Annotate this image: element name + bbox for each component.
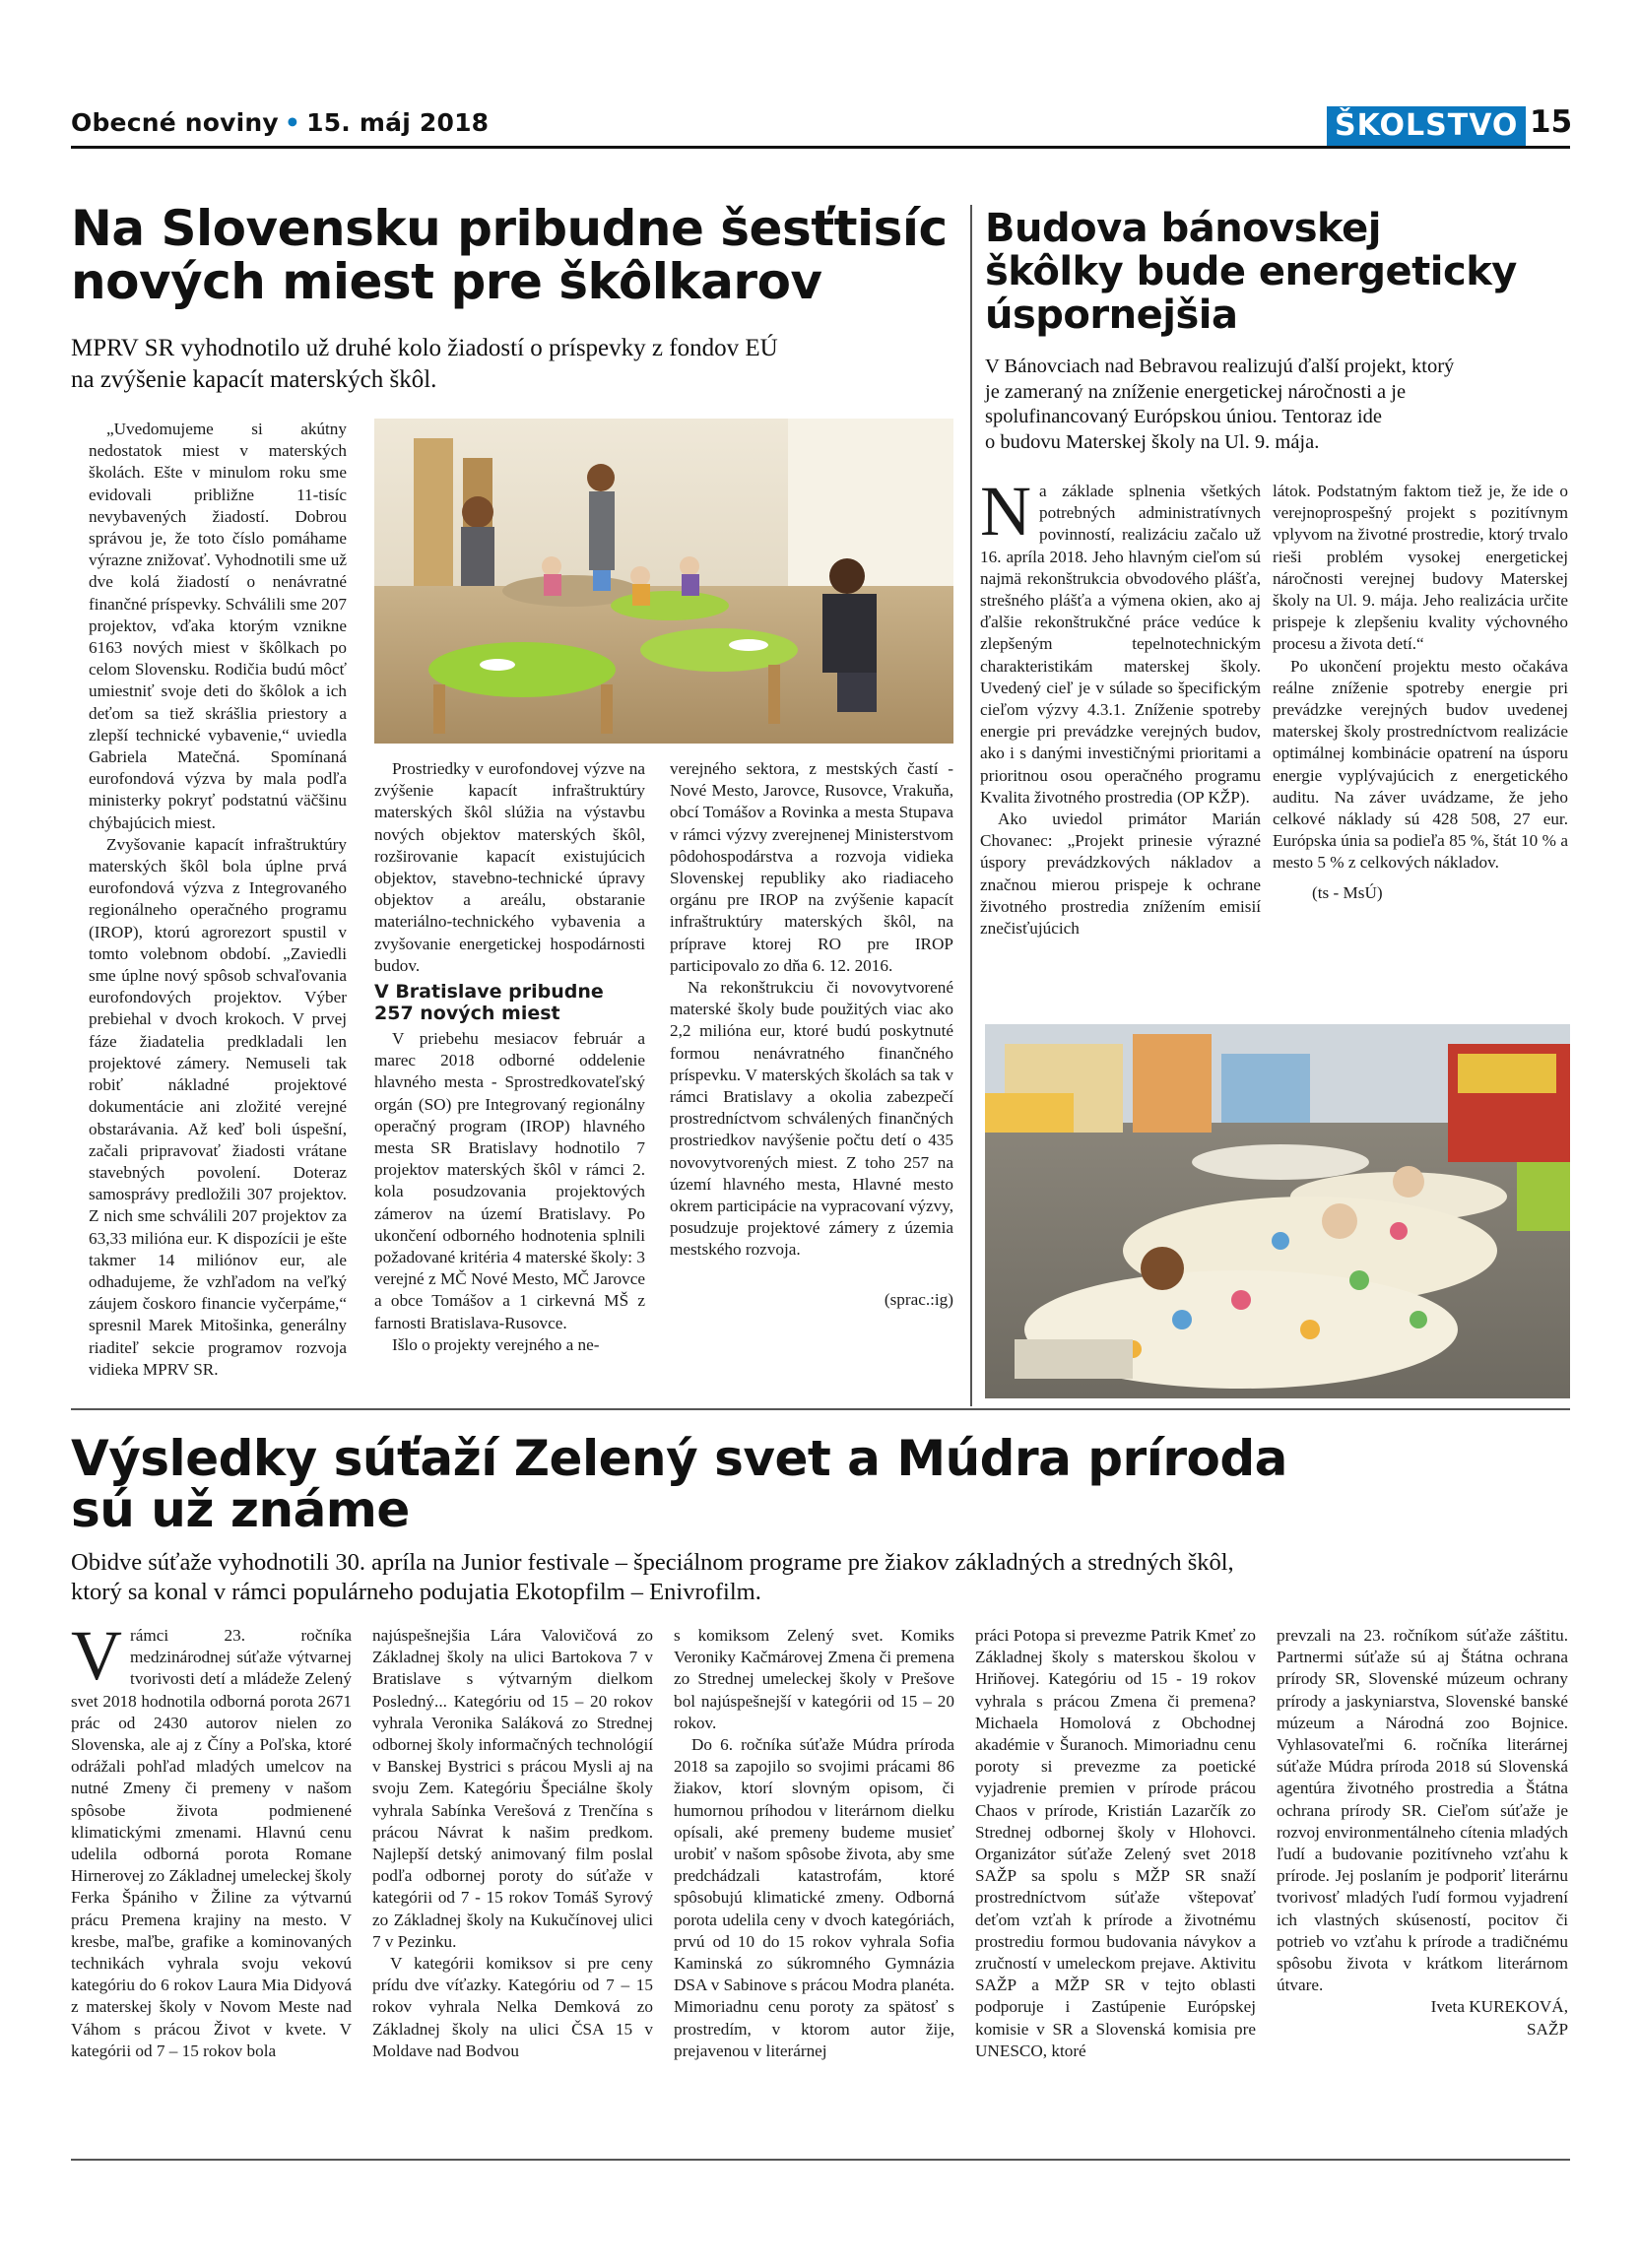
paragraph: V priebehu mesiacov február a marec 2018 odborné oddelenie hlavného mesta - Sprostredkovateľský orgán (SO) pre Integrovaný regionálny operačný program (IROP) hlavného mesta SR Bratislavy hodnotilo 7 projektov materských škôl v rámci 2. kola posudzovania projektových zámerov na území Bratislavy. Po ukončení odborného hodnotenia splnili požadované kritéria 4 materské školy: 3 verejné z MČ Nové Mesto, MČ Jarovce a obce Tomášov a 1 cirkevná MŠ z farnosti Bratislava-Rusovce. [374,1029,645,1332]
paragraph: Ako uviedol primátor Marián Chovanec: „Projekt prinesie výrazné úspory prevádzkových nákladov a značnou mierou prispeje k ochrane životného prostredia znížením emisií znečisťujúcich [980,810,1261,939]
paragraph: Na rekonštrukciu či novovytvorené materské školy bude použitých viac ako 2,2 milióna eur, ktoré budú poskytnuté formou nenávratného finančného príspevku. V materských školách sa tak v rámci Bratislavy a okolia zabezpečí prostredníctvom schválených finančných prostriedkov navýšenie počtu detí o 435 novovytvorených miest. Z toho 257 na území hlavného mesta, Hlavné mesto okrem participácie na vypracovaní výzvy, posudzuje projektové zámery z územia mestského rozvoja. [670,978,953,1260]
paragraph: verejného sektora, z mestských častí - Nové Mesto, Jarovce, Rusovce, Vrakuňa, obcí Tomášov a Rovinka a mesta Stupava v rámci výzvy zverejnenej Ministerstvom pôdohospodárstva a rozvoja vidieka Slovenskej republiky ako riadiaceho orgánu pre IROP na zvýšenie kapacít infraštruktúry materských škôl, na príprave ktorej RO pre IROP participovalo zo dňa 6. 12. 2016. [670,759,953,975]
paragraph: Prostriedky v eurofondovej výzve na zvýšenie kapacít infraštruktúry materských škôl slúžia na výstavbu nových objektov materských škôl, rozširovanie kapacít existujúcich objektov, stavebno-technické úpravy objektov a areálu, obstaranie materiálno-technického vybavenia a zvyšovanie energetickej hospodárnosti budov. [374,759,645,975]
page-number: 15 [1530,104,1573,140]
napping-photo-illustration [985,1024,1570,1398]
article3-column-1 [71,1616,352,2062]
article3-column-3 [674,1625,954,2062]
article3-column-5 [1277,1625,1568,2041]
article3-column-4 [975,1625,1256,2062]
paragraph: Po ukončení projektu mesto očakáva reálne zníženie spotreby energie pri prevádzke verejných budov uvedenej materskej školy prostredníctvom realizácie optimálnej kombinácie opatrení na úsporu energie vyplývajúcich z energetického auditu. Na záver uvádzame, že jeho celkové náklady sú 428 508, 27 eur. Európska únia sa podieľa 85 %, štát 10 % a mesto 5 % z celkových nákladov. [1273,656,1568,873]
paragraph: Išlo o projekty verejného a ne- [392,1334,600,1354]
paragraph: prevzali na 23. ročníkom súťaže záštitu. Partnermi súťaže sú aj Štátna ochrana prírody SR, Slovenské múzeum ochrany prírody a jaskyniarstva, Slovenské banské múzeum a Národná zoo Bojnice. Vyhlasovateľmi 6. ročníka literárnej súťaže Múdra príroda 2018 sú Slovenská agentúra životného prostredia a Štátna ochrana prírody SR. Cieľom súťaže je rozvoj environmentálneho cítenia mladých ľudí a budovanie pozitívneho vzťahu k prírode. Jej poslaním je podporiť literárnu tvorivosť mladých ľudí formou vyjadrení ich vlastných skúseností, pocitov či potrieb vo vzťahu k prírode a tradičnému spôsobu života v krátkom literárnom útvare. [1277,1626,1568,1995]
article1-lead: MPRV SR vyhodnotilo už druhé kolo žiadostí o príspevky z fondov EÚ na zvýšenie kapacít materských škôl. [71,335,778,393]
article1-column-2 [374,758,645,1356]
dropcap: V [71,1616,122,1695]
article1-subheading: V Bratislave pribudne 257 nových miest [374,981,604,1025]
dropcap: N [980,472,1031,551]
article3-author: Iveta KUREKOVÁ, [1430,1997,1568,2017]
photo-children-napping [985,1024,1570,1398]
paragraph: Na základe splnenia všetkých potrebných administratívnych povinností, realizáciu začalo už 16. apríla 2018. Jeho hlavným cieľom sú najmä rekonštrukcia obvodového plášťa, strešného plášťa a výmena okien, ako aj ďalšie rekonštrukčné práce vedúce k zlepšeným tepelnotechnickým charakteristikám materskej školy. Uvedený cieľ je v súlade so špecifickým cieľom výzvy 4.3.1. Zníženie spotreby energie pri prevádzke verejných budov, ako i s danými investičnými prioritami a prioritnou osou operačného programu Kvalita životného prostredia (OP KŽP). [980,472,1261,807]
classroom-photo-illustration [374,419,953,744]
paragraph: Zvyšovanie kapacít infraštruktúry materských škôl bola úplne prvá eurofondová výzva z Integrovaného regionálneho operačného programu (IROP), ktorú agrorezort spustil v tomto volebnom období. „Zaviedli sme úplne nový spôsob schvaľovania eurofondových projektov. Výber prebiehal v dvoch krokoch. V prvej fáze žiadatelia predkladali len projektové zámery. Nemuseli tak robiť nákladné projektové dokumentácie ani zložité verejné obstarávania. Až keď boli úspešní, začali pripravovať žiadosti vrátane stavebných povolení. Doteraz samosprávy predložili 307 projektov. Z nich sme schválili 207 projektov za 63,33 miliónа eur. K dispozícii je ešte takmer 14 miliónov eur, ale odhadujeme, že vzhľadom na veľký záujem čoskoro financie vyčerpáme,“ spresnil Marek Mitošinka, generálny riaditeľ sekcie programov rozvoja vidieka MPRV SR. [89,834,347,1379]
article2-column-1 [980,472,1261,940]
article2-lead: V Bánovciach nad Bebravou realizujú ďalší projekt, ktorý je zameraný na zníženie energetickej náročnosti a je spolufinancovaný Európskou úniou. Tentoraz ide o budovu Materskej školy na Ul. 9. mája. [985,356,1455,453]
photo-kindergarten-classroom [374,419,953,744]
section-label: ŠKOLSTVO [1327,106,1526,146]
paragraph: najúspešnejšia Lára Valovičová zo Základnej školy na ulici Bartokova 7 v Bratislave s výtvarným dielkom Posledný... Kategóriu od 15 – 20 rokov vyhrala Veronika Saláková zo Strednej odbornej školy informačných technológií v Banskej Bystrici s prácou Mysli aj na svoju Zem. Kategóriu Špeciálne školy vyhrala Sabínka Verešová z Trenčína s prácou Návrat k našim predkom. Najlepší detský animovaný film poslal podľa odbornej poroty do súťaže v kategórii od 7 - 15 rokov Tomáš Syrový zo Základnej školy na Kukučínovej ulici 7 v Pezinku. [372,1626,653,1951]
article2-headline: Budova bánovskej škôlky bude energeticky úspornejšia [985,206,1517,338]
paragraph: látok. Podstatným faktom tiež je, že ide o verejnoprospešný projekt s pozitívnym vplyvom na životné prostredie, ktorý trvalo rieši problém vysokej energetickej náročnosti verejnej budovy Materskej školy na Ul. 9. mája. Jeho realizácia určite prispeje k zlepšeniu kvality výchovného procesu a života detí.“ [1273,482,1568,654]
article3-headline: Výsledky súťaží Zelený svet a Múdra príroda sú už známe [71,1430,1287,1538]
paragraph: „Uvedomujeme si akútny nedostatok miest v materských školách. Ešte v minulom roku sme evidovali približne 11-tisíc nevybavených žiadostí. Dobrou správou je, že toto číslo pomáhame výrazne znižovať. Vyhodnotili sme už dve kolá žiadostí o nenávratné finančné príspevky. Schválili sme 207 projektov, vďaka ktorým vznikne 6163 nových miest v škôlkach po celom Slovensku. Rodičia budú môcť umiestniť svoje deti do škôlok a ich deťom sa tiež skrášlia priestory a zlepší technické vybavenie,“ uviedla Gabriela Matečná. Spomínaná eurofondová výzva by mala podľa ministerky pokryť podstatnú väčšinu chýbajúcich miest. [89,420,347,832]
article1-headline: Na Slovensku pribudne šesťtisíc nových miest pre škôlkarov [71,200,948,310]
issue-date: 15. máj 2018 [306,108,490,137]
column-divider [970,205,972,1406]
article3-column-2 [372,1625,653,2062]
masthead-separator: • [284,108,301,137]
section-divider [71,1408,1570,1410]
masthead [71,108,489,137]
paragraph: Do 6. ročníka súťaže Múdra príroda 2018 sa zapojilo so svojimi prácami 86 žiakov, ktorí slovným opisom, či humornou príhodou v literárnom dielku opísali, aké premeny budeme musieť urobiť v našom spôsobe života, aby sme predchádzali katastrofám, ktoré spôsobujú klimatické zmeny. Odborná porota udelila ceny v dvoch kategóriách, prvú od 10 do 15 rokov vyhrala Sofia Kaminská zo súkromného Gymnázia DSA v Sabinove s prácou Modra planéta. Mimoriadnu cenu poroty za spätosť s prostredím, v ktorom autor žije, prejavenou v literárnej [674,1735,954,2060]
article3-organization: SAŽP [1526,2019,1568,2039]
article2-column-2 [1273,481,1568,904]
article3-lead: Obidve súťaže vyhodnotili 30. apríla na Junior festivale – špeciálnom programe pre žiakov základných a stredných škôl, ktorý sa konal v rámci populárneho podujatia Ekotopfilm – Enivrofilm. [71,1549,1234,1605]
paragraph: práci Potopa si prevezme Patrik Kmeť zo Základnej školy s materskou školou v Hriňovej. Kategóriu od 15 - 19 rokov vyhrala s prácou Zmena či premena? Michaela Homolová z Obchodnej akadémie v Šuranoch. Mimoriadnu cenu poroty si prevezme za poetické vyjadrenie premien v prírode prácou Chaos v prírode, Kristián Lazarčík zo Strednej odbornej školy v Hlohovci. Organizátor súťaže Zelený svet 2018 SAŽP sa spolu s MŽP SR snaží prostredníctvom súťaže vštepovať deťom vzťah k prírode a životnému prostrediu formou budovania návykov a zručností v umeleckom prejave. Aktivitu SAŽP a MŽP SR v tejto oblasti podporuje i Zastúpenie Európskej komisie v SR a Slovenská komisia pre UNESCO, ktoré [975,1626,1256,2060]
paragraph: V kategórii komiksov si pre ceny prídu dve víťazky. Kategóriu od 7 – 15 rokov vyhrala Nelka Demková zo Základnej školy na ulici ČSA 15 v Moldave nad Bodvou [372,1954,653,2060]
footer-rule [71,2159,1570,2161]
article1-column-1 [89,419,347,1381]
article1-credit: (sprac.:ig) [884,1289,953,1309]
publication-name: Obecné noviny [71,108,279,137]
paragraph: s komiksom Zelený svet. Komiks Veroniky Kačmárovej Zmena či premena zo Strednej umeleckej školy v Prešove bol najúspešnejší v kategórii od 15 – 20 rokov. [674,1626,954,1732]
article1-column-3 [670,758,953,1311]
paragraph: Vrámci 23. ročníka medzinárodnej súťaže výtvarnej tvorivosti detí a mládeže Zelený svet 2018 hodnotila odborná porota 2671 prác od 2430 autorov nielen zo Slovenska, ale aj z Číny a Poľska, ktoré odrážali pohľad mladých umelcov na nutné Zmeny či premeny v našom spôsobe života podmienené klimatickými zmenami. Hlavnú cenu udelila odborná porota Romane Hirnerovej zo Základnej umeleckej školy Ferka Špániho v Žiline za výtvarnú prácu Premena krajiny na mesto. V kresbe, maľbe, grafike a kominovaných technikách vyhrala svoju vekovú kategóriu do 6 rokov Laura Mia Didyová z materskej školy v Novom Meste nad Váhom s prácou Život v kvete. V kategórii od 7 – 15 rokov bola [71,1616,352,2060]
header-rule [71,146,1570,149]
article2-credit: (ts - MsÚ) [1312,882,1383,902]
